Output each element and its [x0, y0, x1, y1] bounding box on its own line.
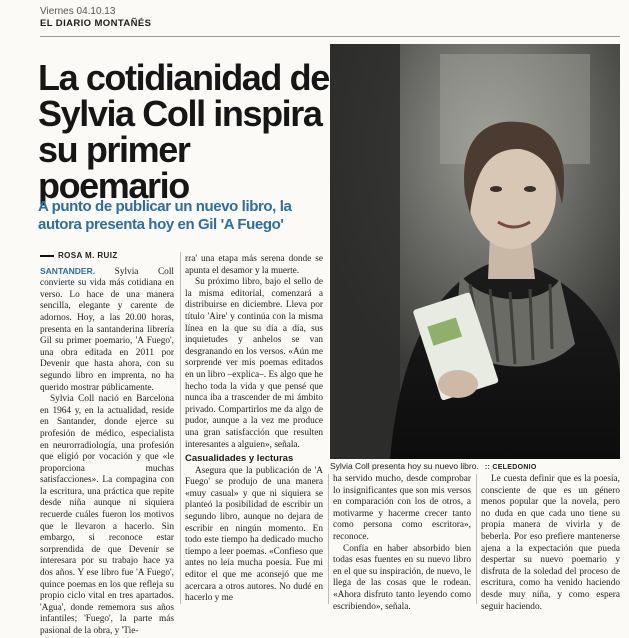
caption-text: Sylvia Coll presenta hoy su nuevo libro. — [330, 461, 479, 471]
author-photo — [330, 44, 620, 459]
issue-date: Viernes 04.10.13 — [40, 6, 116, 17]
masthead — [40, 6, 620, 29]
body-paragraph: ha servido mucho, desde comprobar lo insignificantes que son mis versos en comparación con los de otros, a motivarme y hacerme crecer tanto como persona como escritora», reconoce. — [333, 474, 471, 542]
article-column-4 — [481, 474, 620, 613]
lead-paragraph — [40, 266, 174, 395]
body-paragraph: Confía en haber absorbido bien todas esas fuentes en su nuevo libro en el que su inspiración, de nuevo, le llega de las cosas que le rodean. «Ahora disfruto tanto leyendo como escribiendo», señala. — [333, 543, 471, 612]
article-column-1 — [40, 250, 174, 638]
newspaper-name: EL DIARIO MONTAÑÉS — [40, 18, 152, 29]
body-paragraph: Asegura que la publicación de 'A Fuego' se produjo de una manera «muy casual» y que ni siquiera se planteó la posibilidad de escribir un segundo libro, aunque no dejara de escribir en ningún momento. En todo este tiempo ha dedicado mucho tiempo a leer poemas. «Confieso que antes no leía mucha poesía. Fue mi editor el que me aconsejó que me acercara a otros autores. No dudé en hacerlo y me — [185, 465, 323, 604]
dateline: SANTANDER. — [40, 265, 96, 276]
article-headline: La cotidianidad de Sylvia Coll inspira su primer poemario — [38, 57, 329, 206]
article-column-3 — [333, 474, 471, 613]
body-paragraph: Le cuesta definir que es la poesía, consciente de que es un género menos popular que la novela, pero no duda en que cada uno tiene su propia manera de vivirla y de beberla. Por eso prefiere mantenerse ajena a la expectación que pueda despertar su nuevo poemario y disfruta de la soledad del proceso de escritura, como ha venido haciendo desde muy niña, y como espera seguir haciendo. — [481, 474, 620, 612]
column-divider — [476, 474, 477, 604]
column-divider — [328, 474, 329, 604]
byline-bar — [40, 255, 54, 257]
article-column-2 — [185, 254, 323, 605]
byline — [40, 250, 174, 262]
author-name: ROSA M. RUIZ — [58, 251, 118, 260]
body-paragraph: rra' una etapa más serena donde se apunta el desamor y la muerte. — [185, 254, 323, 276]
body-paragraph: Su próximo libro, bajo el sello de la misma editorial, comenzará a distribuirse en diciembre. Lleva por título 'Aire' y continúa con la misma línea en la que su día a día, sus inquietudes y anhelos se van desgranando en los versos. «Aún me sorprende ver mis poemas editados en un libro –explica–. Es algo que he hecho toda la vida y que pensé que nunca iba a trascender de mi ámbito privado. Compartirlos me da algo de pudor, aunque a la vez me produce una gran satisfacción que resulten interesantes a alguien», señala. — [185, 277, 323, 450]
body-paragraph: Sylvia Coll nació en Barcelona en 1964 y, en la actualidad, reside en Santander, donde ejerce su profesión de médico, especialista en neurorradiología, una profesión que eligió por vocación y que «le proporciona muchas satisfacciones». La compagina con la escritura, una práctica que repite desde niña aunque ni siquiera recuerde cuáles fueron los motivos que le llevaron a hacerlo. Sin embargo, si reconoce estar sorprendida de que Devenir se interesara por su trabajo hace ya dos años. Y ese libro fue 'A Fuego', quince poemas en los que refleja su propio ciclo vital en tres apartados. 'Agua', donde rememora sus años infantiles; 'Fuego', la parte más pasional de la obra, y 'Tie- — [40, 394, 174, 636]
lead-text: Sylvia Coll convierte su vida más cotidiana en verso. Lo hace de una manera sencilla, elegante y carente de adornos. Hoy, a las 20.00 horas, presenta en la santanderina librería Gil su primer poemario, 'A Fuego', una obra editada en 2011 por Devenir que hasta ahora, con su segundo libro en imprenta, no ha querido mostrar públicamente. — [40, 266, 174, 393]
photo-credit: :: CELEDONIO — [484, 464, 537, 471]
photo-caption — [330, 461, 620, 471]
masthead-divider — [40, 36, 620, 37]
article-deck: A punto de publicar un nuevo libro, la autora presenta hoy en Gil 'A Fuego' — [38, 198, 292, 233]
column-divider — [180, 252, 181, 604]
subheading: Casualidades y lecturas — [185, 453, 294, 465]
author-portrait-illustration — [330, 44, 620, 459]
